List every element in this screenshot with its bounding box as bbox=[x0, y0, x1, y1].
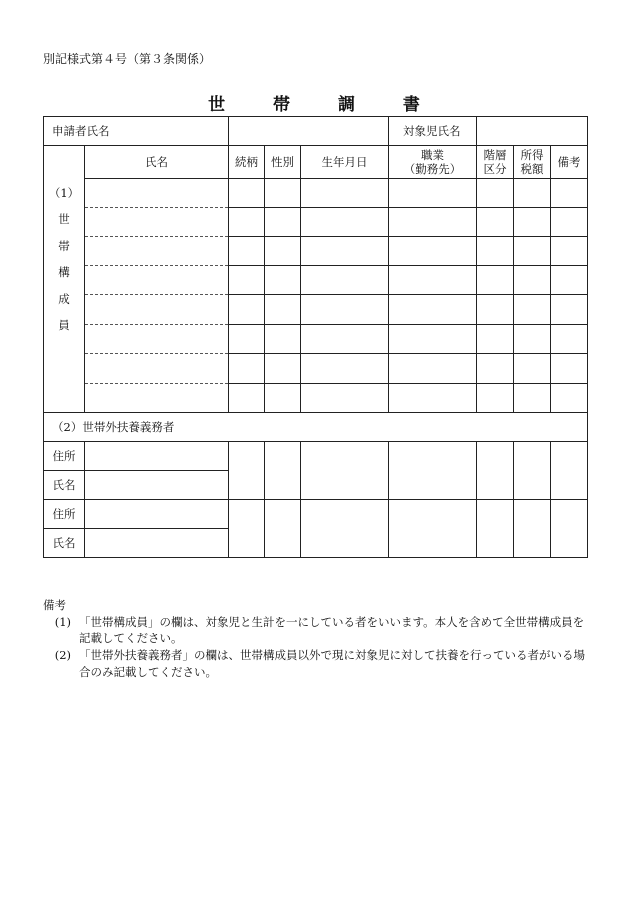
section1-label bbox=[44, 146, 85, 413]
member-row bbox=[44, 179, 588, 208]
member-row bbox=[44, 208, 588, 237]
member-name-cell[interactable] bbox=[85, 266, 229, 295]
member-row bbox=[44, 325, 588, 354]
document-title bbox=[0, 90, 630, 115]
household-survey-table bbox=[43, 116, 588, 558]
col-gender-header: 性別 bbox=[265, 146, 301, 179]
note-number: (2) bbox=[54, 648, 71, 663]
child-name-field[interactable] bbox=[477, 117, 588, 146]
address-label: 住所 bbox=[44, 442, 85, 471]
member-row bbox=[44, 266, 588, 295]
member-name-cell[interactable] bbox=[85, 295, 229, 325]
note-item bbox=[43, 614, 593, 647]
tax-label-2: 税額 bbox=[520, 162, 544, 176]
member-name-cell[interactable] bbox=[85, 208, 229, 237]
member-row bbox=[44, 354, 588, 384]
col-occupation-header bbox=[389, 146, 477, 179]
workplace-label: （勤務先） bbox=[403, 162, 462, 176]
section1-char: 構 bbox=[58, 265, 70, 280]
section1-char: 員 bbox=[58, 317, 70, 332]
col-class-header bbox=[477, 146, 514, 179]
col-relation-header: 続柄 bbox=[229, 146, 265, 179]
address-label: 住所 bbox=[44, 500, 85, 529]
address-field[interactable] bbox=[85, 442, 229, 471]
name-label: 氏名 bbox=[44, 471, 85, 500]
section1-char: 帯 bbox=[58, 238, 70, 253]
member-row bbox=[44, 237, 588, 266]
name-field[interactable] bbox=[85, 471, 229, 500]
tax-label-1: 所得 bbox=[520, 147, 544, 162]
member-name-cell[interactable] bbox=[85, 179, 229, 208]
child-name-label: 対象児氏名 bbox=[389, 117, 477, 146]
member-name-cell[interactable] bbox=[85, 384, 229, 413]
title-char: 調 bbox=[337, 95, 357, 115]
note-item bbox=[43, 647, 593, 680]
notes-heading: 備考 bbox=[43, 598, 66, 612]
address-field[interactable] bbox=[85, 500, 229, 529]
class-label-1: 階層 bbox=[483, 147, 507, 162]
section1-char: 世 bbox=[58, 212, 70, 227]
title-char: 世 bbox=[208, 95, 228, 115]
section1-char: 成 bbox=[58, 291, 70, 306]
form-number: 別記様式第４号（第３条関係） bbox=[43, 52, 212, 66]
section2-title: （2）世帯外扶養義務者 bbox=[44, 413, 588, 442]
col-name-header: 氏名 bbox=[85, 146, 229, 179]
col-remarks-header: 備考 bbox=[551, 146, 588, 179]
col-birthdate-header: 生年月日 bbox=[301, 146, 389, 179]
note-number: (1) bbox=[54, 614, 71, 629]
title-char: 帯 bbox=[273, 95, 293, 115]
note-text: 「世帯構成員」の欄は、対象児と生計を一にしている者をいいます。本人を含めて全世帯構成員を記載してください。 bbox=[79, 614, 585, 646]
member-name-cell[interactable] bbox=[85, 325, 229, 354]
col-tax-header bbox=[514, 146, 551, 179]
applicant-name-field[interactable] bbox=[229, 117, 389, 146]
notes-section bbox=[43, 597, 593, 680]
applicant-name-label: 申請者氏名 bbox=[44, 117, 229, 146]
member-row bbox=[44, 295, 588, 325]
member-row bbox=[44, 384, 588, 413]
member-name-cell[interactable] bbox=[85, 354, 229, 384]
note-text: 「世帯外扶養義務者」の欄は、世帯構成員以外で現に対象児に対して扶養を行っている者がいる場合のみ記載してください。 bbox=[79, 648, 585, 679]
title-char: 書 bbox=[402, 95, 422, 115]
section1-number: （1） bbox=[48, 186, 80, 200]
name-label: 氏名 bbox=[44, 529, 85, 558]
occupation-label: 職業 bbox=[421, 147, 444, 162]
member-name-cell[interactable] bbox=[85, 237, 229, 266]
class-label-2: 区分 bbox=[483, 162, 507, 176]
name-field[interactable] bbox=[85, 529, 229, 558]
